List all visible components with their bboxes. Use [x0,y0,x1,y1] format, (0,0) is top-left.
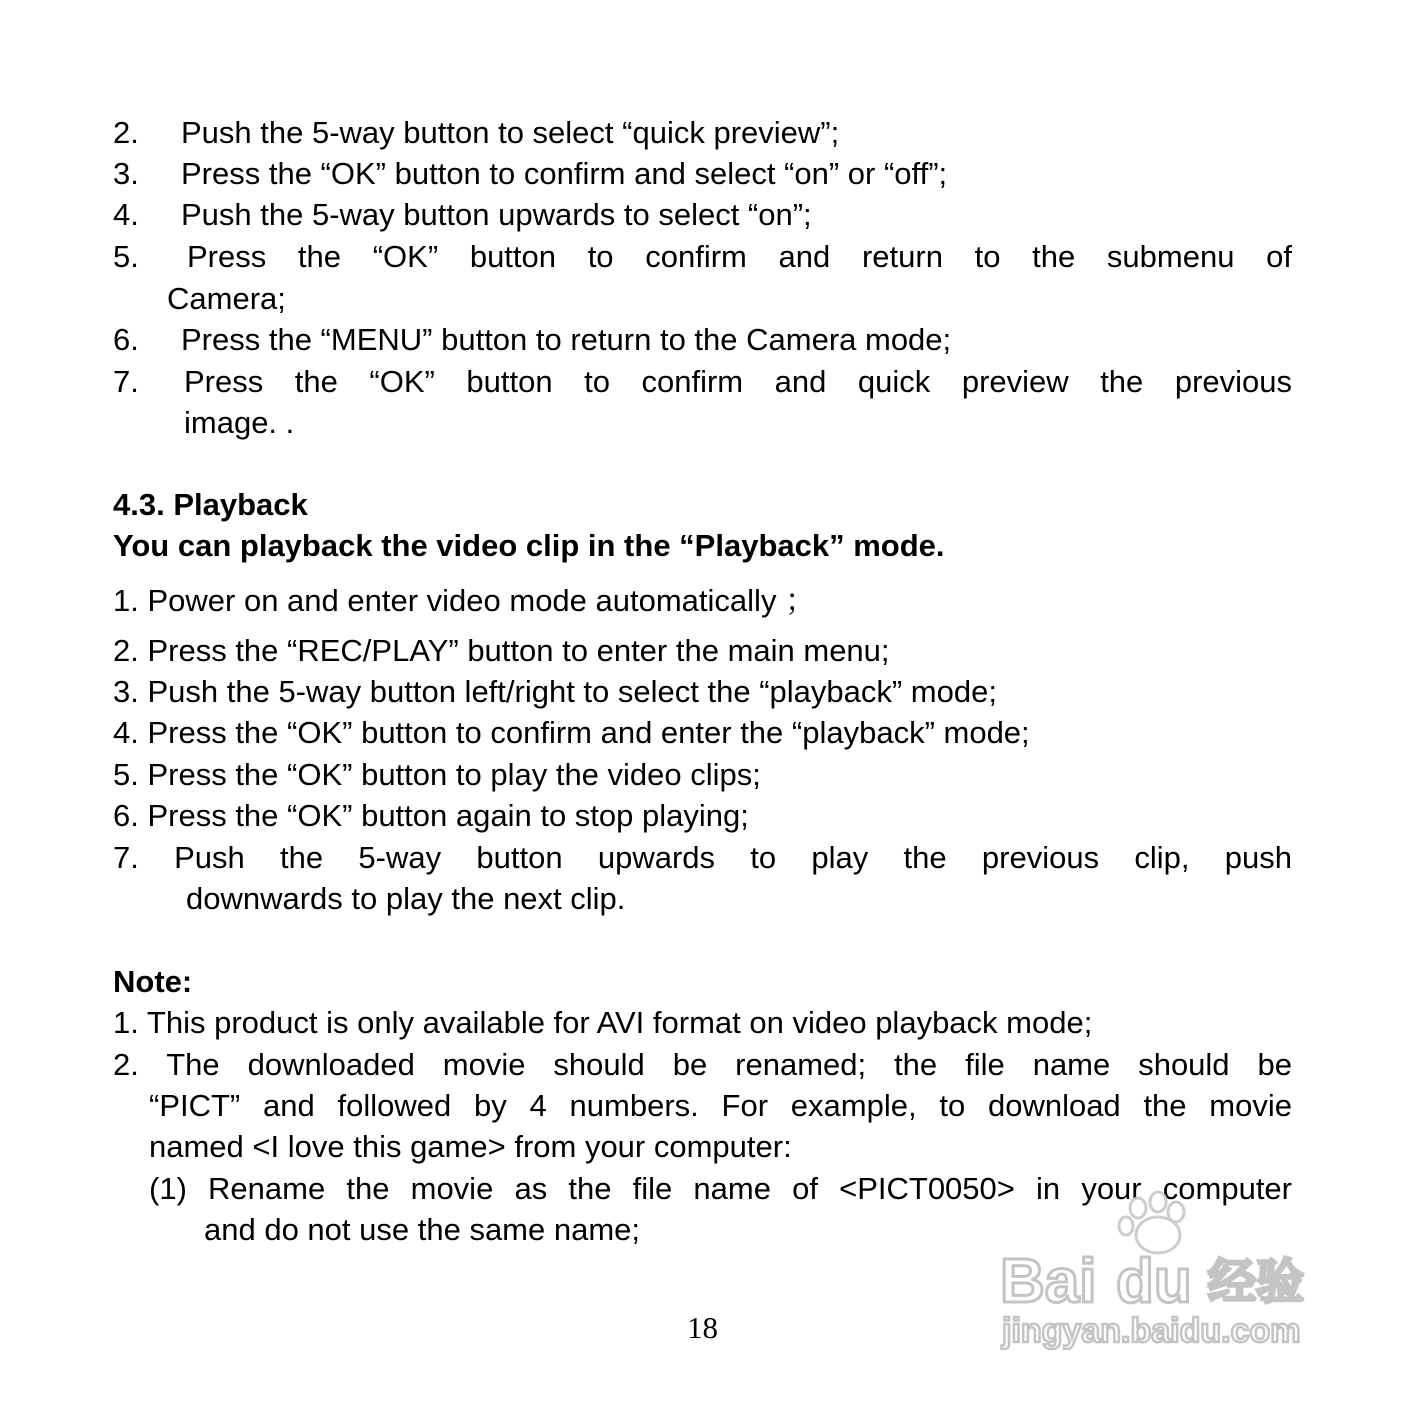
watermark-logo-text: Bai [1000,1247,1097,1316]
list-item-text: Press the “OK” button to confirm and quick preview the previous [184,364,1292,399]
note-item: 2. The downloaded movie should be renamed; the file name should be [113,1047,1292,1082]
step-item: 3. Push the 5-way button left/right to select the “playback” mode; [113,674,997,709]
section-subheading: You can playback the video clip in the “Playback” mode. [113,528,945,563]
watermark-url: jingyan.baidu.com [1002,1312,1301,1350]
list-item: 7. [113,364,139,399]
list-item: 4. Push the 5-way button upwards to select “on”; [113,197,812,232]
list-item-text: Press the “OK” button to confirm and return to the submenu of [187,239,1292,274]
step-item-continuation: downwards to play the next clip. [186,881,626,916]
svg-text:du: du [1116,1247,1192,1316]
list-item-continuation: Camera; [167,281,286,316]
svg-text:经验: 经验 [1208,1254,1305,1310]
section-heading: 4.3. Playback [113,487,308,522]
step-item: 5. Press the “OK” button to play the video clips; [113,757,761,792]
list-item: 6. Press the “MENU” button to return to the Camera mode; [113,322,952,357]
baidu-watermark-logo [998,1190,1328,1350]
note-heading: Note: [113,964,193,999]
list-item: 3. Press the “OK” button to confirm and select “on” or “off”; [113,156,948,191]
note-item-continuation: named <I love this game> from your computer: [149,1129,792,1164]
note-subitem-continuation: and do not use the same name; [204,1212,641,1247]
note-item-continuation: “PICT” and followed by 4 numbers. For example, to download the movie [149,1088,1292,1123]
note-item: 1. This product is only available for AVI format on video playback mode; [113,1005,1093,1040]
list-item: 5. [113,239,139,274]
step-item: 4. Press the “OK” button to confirm and enter the “playback” mode; [113,715,1030,750]
note-subitem: (1) Rename the movie as the file name of <PICT0050> in your computer [149,1171,1292,1206]
step-item: 6. Press the “OK” button again to stop playing; [113,798,749,833]
list-item: 2. Push the 5-way button to select “quick preview”; [113,115,840,150]
step-item: 7. Push the 5-way button upwards to play the previous clip, push [113,840,1292,875]
page-number: 18 [687,1310,718,1345]
list-item-continuation: image. . [184,405,295,440]
step-item: 2. Press the “REC/PLAY” button to enter the main menu; [113,633,890,668]
step-item: 1. Power on and enter video mode automatically ； [113,583,817,618]
